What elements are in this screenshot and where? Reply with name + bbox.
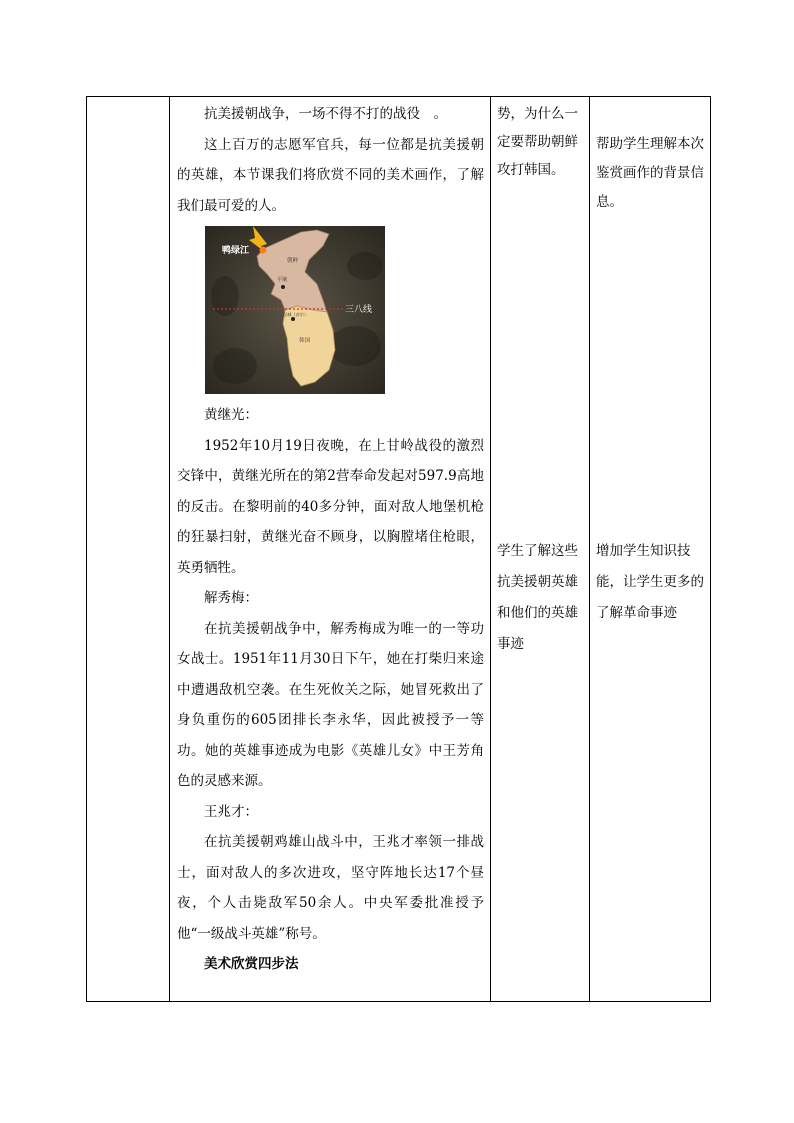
hero-text-3: 在抗美援朝鸡雄山战斗中，王兆才率领一排战士，面对敌人的多次进攻，坚守阵地长达17个昼夜，个人击毙敌军50余人。中央军委批准授予他“一级战斗英雄”称号。 [177, 834, 484, 942]
hero-name-2: 解秀梅： [204, 590, 258, 606]
method-title: 美术欣赏四步法 [204, 956, 299, 972]
hero-text-2: 在抗美援朝战争中，解秀梅成为唯一的一等功女战士。1951年11月30日下午，她在打柴归来途中遭遇敌机空袭。在生死攸关之际，她冒死救出了身负重伤的605团排长李永华，因此被授予一等功。她的英雄事迹成为电影《英雄儿女》中王芳角色的灵感来源。 [177, 620, 484, 789]
yalu-label: 鸭绿江 [222, 246, 250, 256]
student-activity-2: 学生了解这些抗美援朝英雄和他们的英雄事迹 [497, 543, 578, 652]
intro-line-2: 这上百万的志愿军官兵，每一位都是抗美援朝的英雄，本节课我们将欣赏不同的美术画作，了解我们最可爱的人。 [177, 136, 484, 214]
korea-map-image [205, 226, 385, 394]
korea-map-svg [205, 226, 385, 394]
yalu-dot [260, 247, 267, 254]
south-label: 韩国 [299, 338, 311, 344]
seoul-label: 汉城（首尔） [283, 312, 309, 317]
design-intent-1: 帮助学生理解本次鉴赏画作的背景信息。 [596, 136, 704, 210]
lesson-plan-table [86, 96, 711, 1002]
student-activity-1: 势，为什么一定要帮助朝鲜攻打韩国。 [497, 106, 578, 178]
line-38-label: 三八线 [345, 305, 373, 315]
teacher-activity-content [170, 97, 490, 980]
seoul-dot [291, 317, 295, 321]
design-intent-cell [590, 97, 711, 1002]
pyongyang-label: 平壤 [277, 277, 288, 283]
stage-column-cell [87, 97, 170, 1002]
design-intent-2: 增加学生知识技能，让学生更多的了解革命事迹 [596, 543, 704, 621]
north-label: 朝鲜 [287, 258, 299, 264]
hero-name-3: 王兆才： [204, 803, 258, 820]
pyongyang-dot [281, 285, 285, 289]
intro-line-1: 抗美援朝战争，一场不得不打的战役 。 [204, 106, 447, 122]
student-activity-cell [491, 97, 590, 1002]
hero-text-1: 1952年10月19日夜晚，在上甘岭战役的激烈交锋中，黄继光所在的第2营奉命发起对597.9高地的反击。在黎明前的40多分钟，面对敌人地堡机枪的狂暴扫射，黄继光奋不顾身，以胸膛堵住枪眼，英勇牺牲。 [177, 437, 484, 576]
hero-name-1: 黄继光： [204, 407, 258, 423]
teacher-activity-cell [170, 97, 491, 1002]
